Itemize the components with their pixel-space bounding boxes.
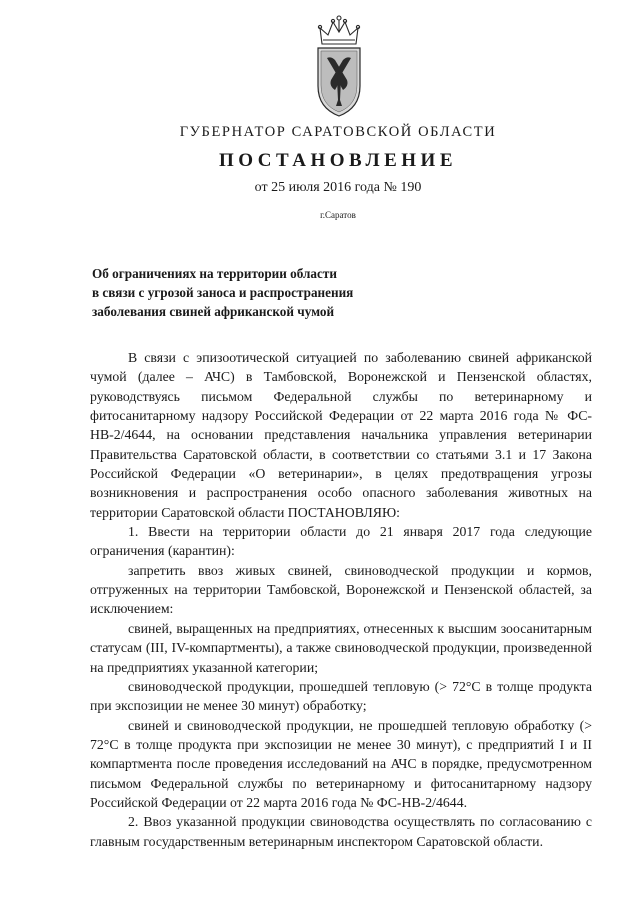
document-city: г.Саратов [320,210,356,220]
subject-line: заболевания свиней африканской чумой [92,304,335,319]
subject-line: в связи с угрозой заноса и распространения [92,285,354,300]
body-paragraph: 1. Ввести на территории области до 21 января 2017 года следующие ограничения (карантин): [90,524,592,559]
body-paragraph: В связи с эпизоотической ситуацией по заболеванию свиней африканской чумой (далее – АЧС) в Тамбовской, Воронежской и Пензенской областях, руководствуясь письмом Федеральной службы по ветеринарному и фитосанитарному надзору Российской Федерации от 22 марта 2016 года № ФС-НВ-2/4644, на основании представления начальника управления ветеринарии Правительства Саратовской области, в соответствии со статьями 3.1 и 17 Закона Российской Федерации «О ветеринарии», в целях предотвращения угрозы возникновения и распространения особо опасного заболевания животных на территории Саратовской области ПОСТАНОВЛЯЮ: [90,350,592,520]
body-paragraph: свиней и свиноводческой продукции, не прошедшей тепловую обработку (> 72°С в толще продукта при экспозиции не менее 30 минут), с предприятий I и II компартмента после проведения исследований на АЧС в порядке, предусмотренном письмом Федеральной службы по ветеринарному и фитосанитарному надзору Российской Федерации от 22 марта 2016 года № ФС-НВ-2/4644. [90,717,592,810]
document-body [90,348,592,851]
subject-line: Об ограничениях на территории области [92,266,337,281]
body-paragraph: свиней, выращенных на предприятиях, отнесенных к высшим зоосанитарным статусам (III, IV-компартменты), а также свиноводческой продукции, произведенной на предприятиях указанной категории; [90,620,592,675]
body-paragraph: 2. Ввоз указанной продукции свиноводства осуществлять по согласованию с главным государственным ветеринарным инспектором Саратовской области. [90,814,592,849]
saratov-coat-of-arms-icon [309,14,369,120]
body-paragraph: запретить ввоз живых свиней, свиноводческой продукции и кормов, отгруженных на территории Тамбовской, Воронежской и Пензенской областей, за исключением: [90,562,592,617]
document-type-heading: ПОСТАНОВЛЕНИЕ [218,150,458,171]
body-paragraph: свиноводческой продукции, прошедшей тепловую (> 72°С в толще продукта при экспозиции не менее 30 минут) обработку; [90,678,592,714]
document-date-number: от 25 июля 2016 года № 190 [254,180,422,195]
document-subject [92,264,432,321]
governor-title: ГУБЕРНАТОР САРАТОВСКОЙ ОБЛАСТИ [179,124,497,140]
